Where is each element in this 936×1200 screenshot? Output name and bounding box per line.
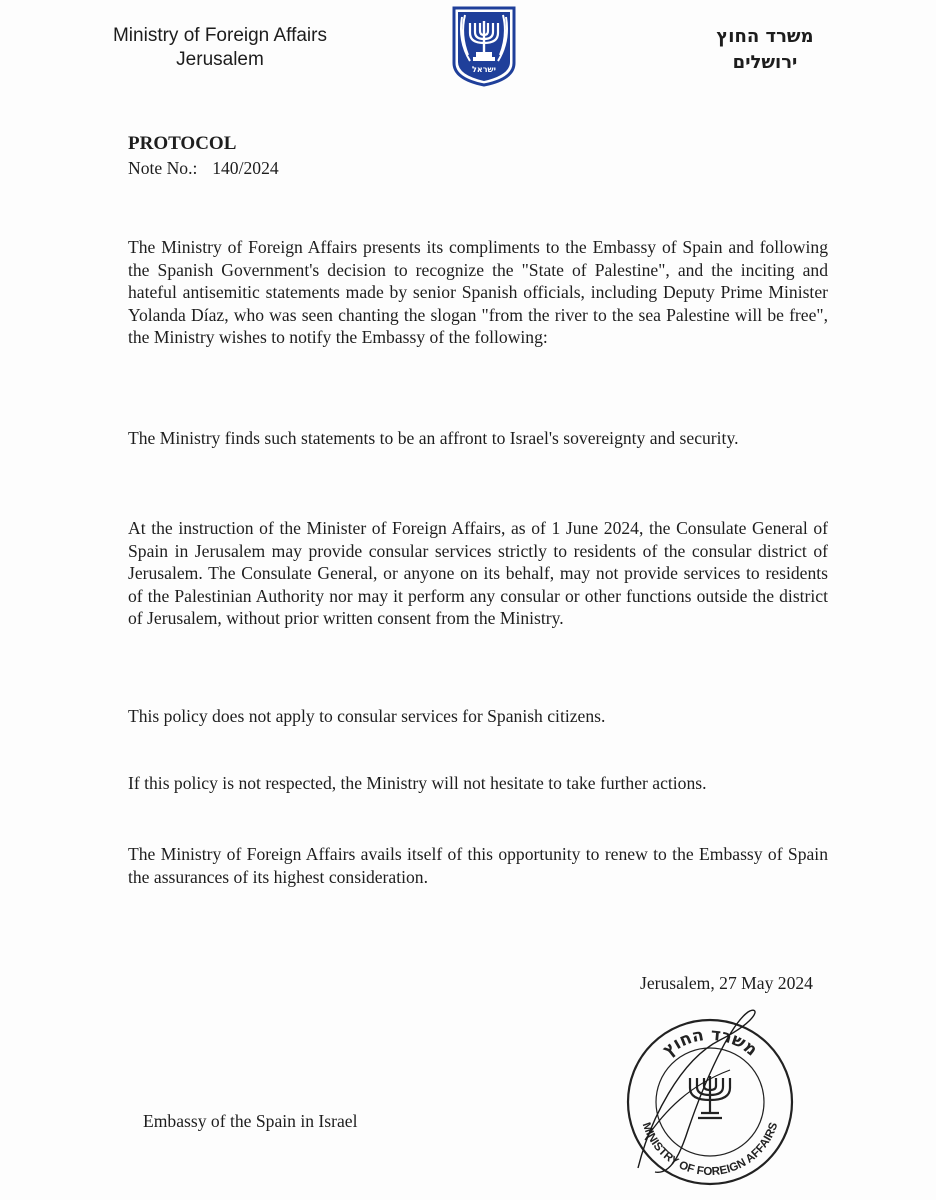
note-number-label: Note No.: [128, 158, 198, 178]
ministry-name-en: Ministry of Foreign Affairs [112, 25, 327, 46]
city-name-en: Jerusalem [176, 49, 264, 70]
note-number-value: 140/2024 [212, 158, 279, 178]
israel-emblem-icon [450, 5, 518, 87]
emblem-text: ישראל [472, 65, 496, 74]
paragraph-6: The Ministry of Foreign Affairs avails itself of this opportunity to renew to the Embassy of Spain the assurances of its highest consideration. [128, 844, 828, 887]
paragraph-2: The Ministry finds such statements to be an affront to Israel's sovereignty and security. [128, 428, 739, 448]
note-number [128, 158, 279, 179]
place-date: Jerusalem, 27 May 2024 [640, 973, 813, 993]
ministry-stamp-icon [610, 1000, 810, 1195]
stamp-top-text: משרד החוץ [658, 1024, 762, 1061]
letterhead-left [90, 24, 350, 72]
protocol-heading: PROTOCOL [128, 133, 237, 154]
paragraph-4: This policy does not apply to consular services for Spanish citizens. [128, 706, 606, 726]
paragraph-1: The Ministry of Foreign Affairs presents its compliments to the Embassy of Spain and following the Spanish Government's decision to recognize the "State of Palestine", and the inciting and hateful antisemitic statements made by senior Spanish officials, including Deputy Prime Minister Yolanda Díaz, who was seen chanting the slogan "from the river to the sea Palestine will be free", the Ministry wishes to notify the Embassy of the following: [128, 237, 828, 347]
city-name-he: ירושלים [732, 52, 798, 73]
paragraph-5: If this policy is not respected, the Ministry will not hesitate to take further actions. [128, 773, 707, 793]
ministry-name-he: משרד החוץ [716, 26, 814, 47]
letterhead-right [690, 24, 840, 76]
stamp-bottom-text: MINISTRY OF FOREIGN AFFAIRS [639, 1120, 781, 1179]
stamp-menorah [690, 1076, 730, 1118]
recipient-line: Embassy of the Spain in Israel [143, 1111, 358, 1131]
paragraph-3: At the instruction of the Minister of Foreign Affairs, as of 1 June 2024, the Consulate General of Spain in Jerusalem may provide consular services strictly to residents of the consular district of Jerusalem. The Consulate General, or anyone on its behalf, may not provide services to residents of the Palestinian Authority nor may it perform any consular or other functions outside the district of Jerusalem, without prior written consent from the Ministry. [128, 518, 828, 628]
